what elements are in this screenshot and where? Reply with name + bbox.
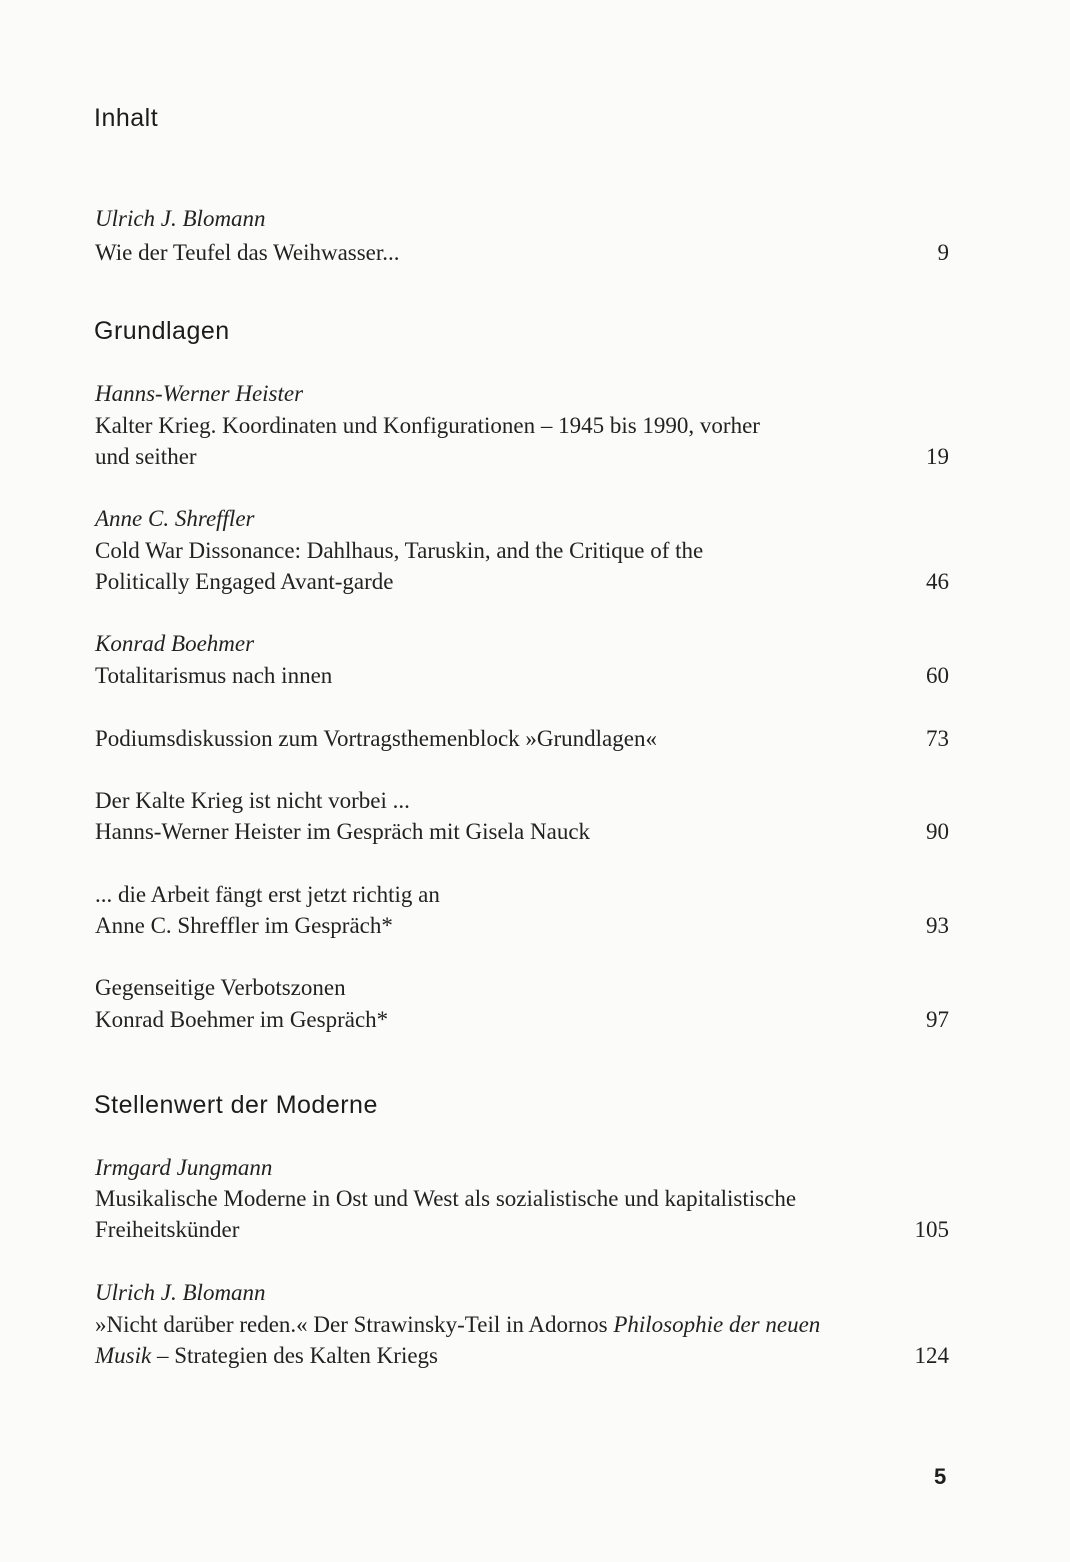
entry-title: Hanns-Werner Heister im Gespräch mit Gisela Nauck [95, 819, 591, 844]
entry-title: Kalter Krieg. Koordinaten und Konfigurationen – 1945 bis 1990, vorher [95, 413, 760, 438]
entry-page: 60 [926, 663, 949, 688]
entry-title: und seither [95, 444, 197, 469]
entry-author: Hanns-Werner Heister [95, 381, 304, 406]
entry-author: Konrad Boehmer [95, 631, 255, 656]
entry-title-text: »Nicht darüber reden.« Der Strawinsky-Teil in Adornos [95, 1312, 614, 1337]
entry-author: Anne C. Shreffler [95, 506, 255, 531]
entry-title-italic: Musik [95, 1343, 152, 1368]
entry-title: Podiumsdiskussion zum Vortragsthemenblock »Grundlagen« [95, 726, 657, 751]
entry-page: 105 [914, 1217, 949, 1242]
entry-title: Cold War Dissonance: Dahlhaus, Taruskin, and the Critique of the [95, 538, 704, 563]
entry-author: Ulrich J. Blomann [95, 206, 266, 231]
entry-title: Gegenseitige Verbotszonen [95, 975, 346, 1000]
entry-title: Der Kalte Krieg ist nicht vorbei ... [95, 788, 410, 813]
entry-page: 9 [937, 240, 949, 265]
entry-page: 90 [926, 819, 949, 844]
section-heading: Grundlagen [94, 317, 230, 345]
page-title: Inhalt [94, 104, 159, 132]
entry-title: Musikalische Moderne in Ost und West als sozialistische und kapitalistische [95, 1186, 797, 1211]
entry-title: Politically Engaged Avant-garde [95, 569, 394, 594]
entry-page: 46 [926, 569, 949, 594]
entry-page: 93 [926, 913, 949, 938]
entry-title-line [95, 1312, 820, 1338]
section-heading: Stellenwert der Moderne [94, 1091, 378, 1119]
entry-page: 19 [926, 444, 949, 469]
entry-title-italic: Philosophie der neuen [613, 1312, 821, 1337]
entry-title: Freiheitskünder [95, 1217, 240, 1242]
entry-title: Anne C. Shreffler im Gespräch* [95, 913, 393, 938]
entry-title: Konrad Boehmer im Gespräch* [95, 1007, 389, 1032]
page-number: 5 [934, 1464, 947, 1489]
entry-author: Irmgard Jungmann [95, 1155, 273, 1180]
entry-title: Wie der Teufel das Weihwasser... [95, 240, 400, 265]
entry-page: 73 [926, 726, 949, 751]
entry-page: 124 [914, 1343, 949, 1368]
entry-author: Ulrich J. Blomann [95, 1280, 266, 1305]
entry-title-text: – Strategien des Kalten Kriegs [156, 1343, 438, 1368]
entry-title: ... die Arbeit fängt erst jetzt richtig an [95, 882, 440, 907]
entry-page: 97 [926, 1007, 949, 1032]
entry-title: Totalitarismus nach innen [95, 663, 333, 688]
entry-title-line [95, 1343, 438, 1369]
